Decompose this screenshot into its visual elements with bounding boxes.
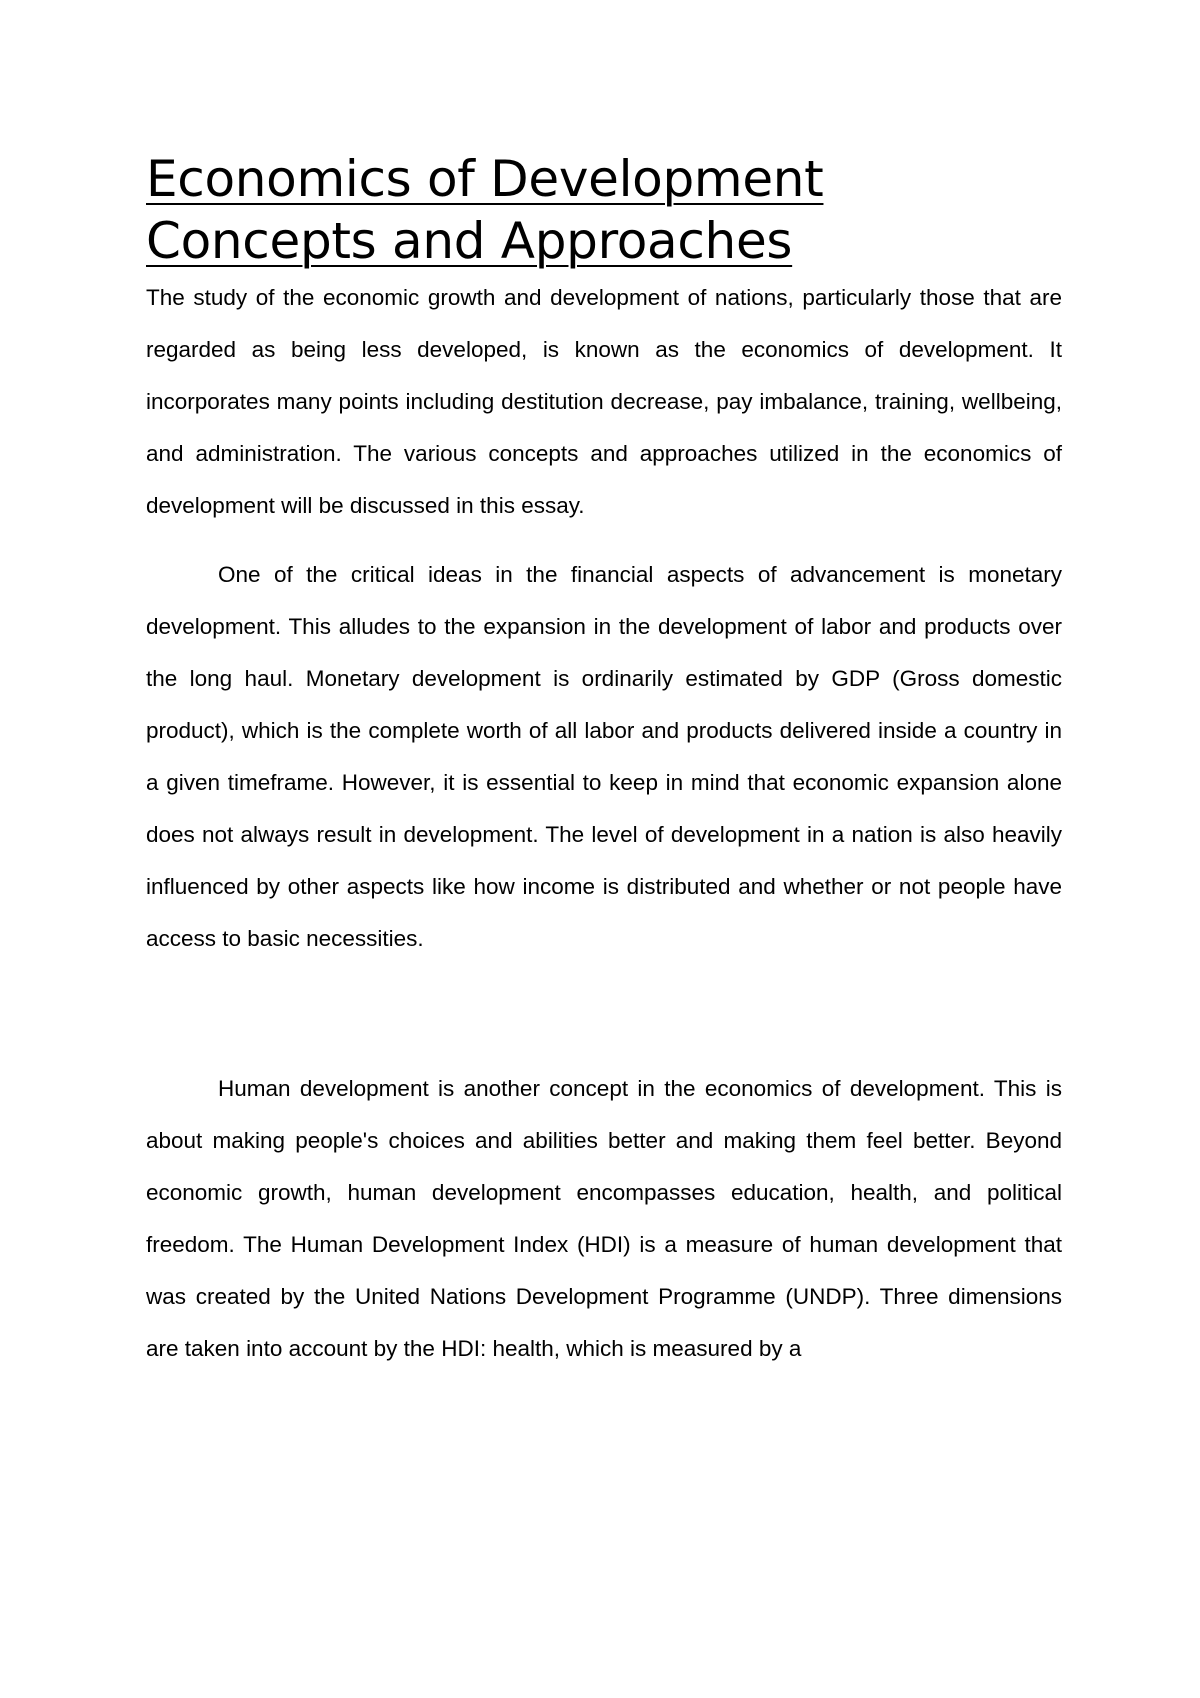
paragraph-3: Human development is another concept in the economics of development. This is about making people's choices and abilities better and making them feel better. Beyond economic growth, human development encompasses education, health, and political freedom. The Human Development Index (HDI) is a measure of human development that was created by the United Nations Development Programme (UNDP). Three dimensions are taken into account by the HDI: health, which is measured by a [146, 1076, 1062, 1361]
paragraph-spacer [146, 965, 1062, 1063]
document-body [146, 148, 1062, 1375]
title-line-1: Economics of Development [146, 150, 824, 208]
paragraph-2: One of the critical ideas in the financial aspects of advancement is monetary development. This alludes to the expansion in the development of labor and products over the long haul. Monetary development is ordinarily estimated by GDP (Gross domestic product), which is the complete worth of all labor and products delivered inside a country in a given timeframe. However, it is essential to keep in mind that economic expansion alone does not always result in development. The level of development in a nation is also heavily influenced by other aspects like how income is distributed and whether or not people have access to basic necessities. [146, 562, 1062, 951]
document-title [146, 148, 1062, 272]
paragraph-spacer [146, 532, 1062, 549]
paragraph-1: The study of the economic growth and development of nations, particularly those that are regarded as being less developed, is known as the economics of development. It incorporates many points including destitution decrease, pay imbalance, training, wellbeing, and administration. The various concepts and approaches utilized in the economics of development will be discussed in this essay. [146, 285, 1062, 518]
title-line-2: Concepts and Approaches [146, 212, 793, 270]
